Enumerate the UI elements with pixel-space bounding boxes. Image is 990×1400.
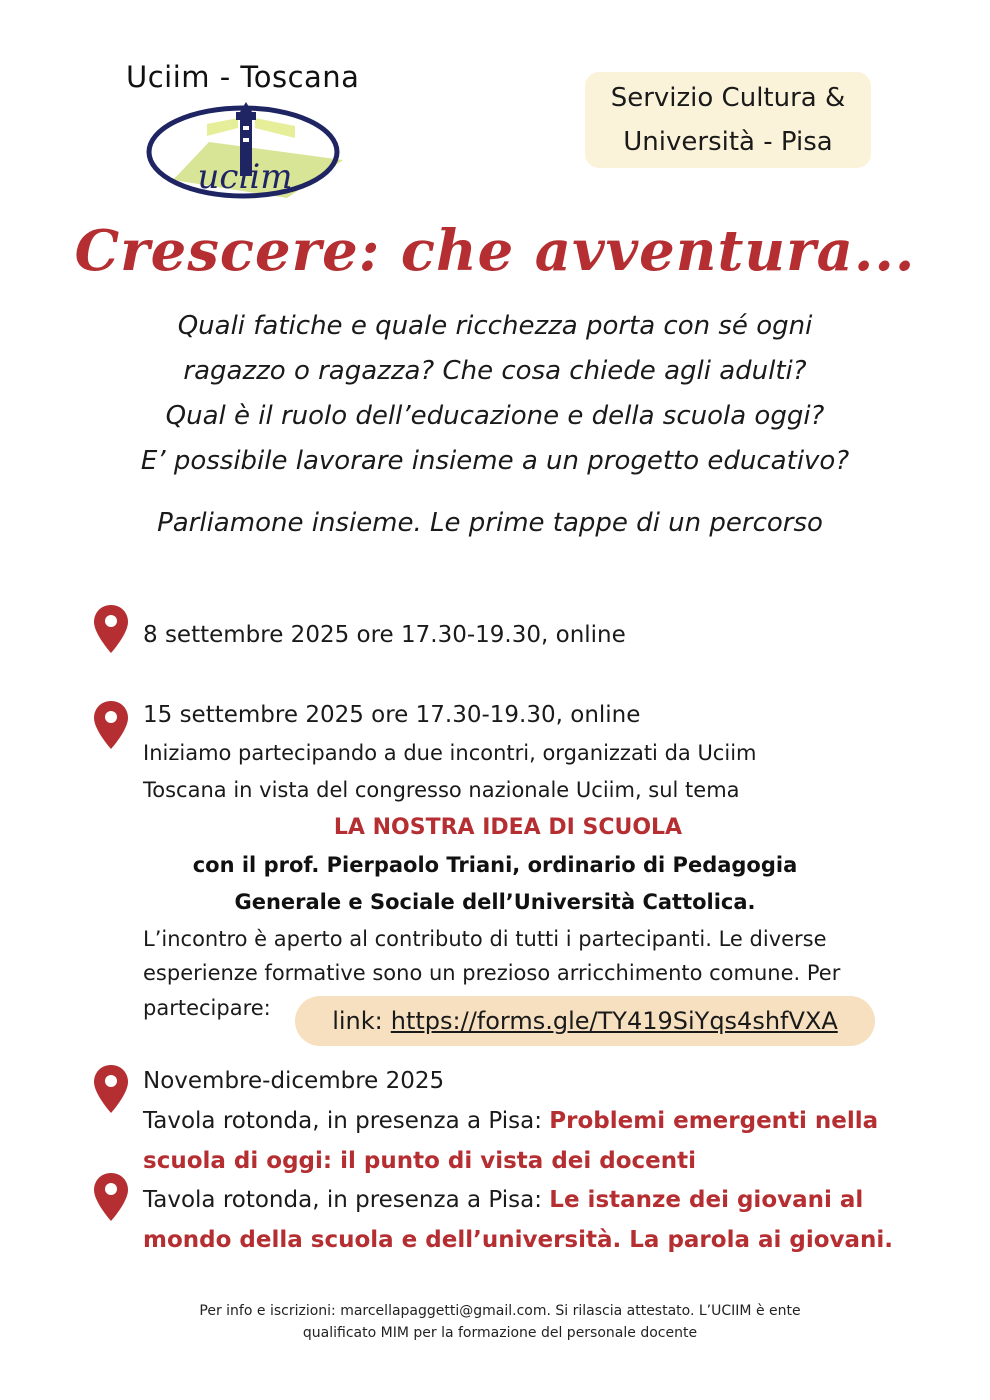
footer-line: Per info e iscrizioni: marcellapaggetti@gmail.com. Si rilascia attestato. L’UCIIM è ente	[199, 1303, 801, 1319]
event-1-date: 8 settembre 2025 ore 17.30-19.30, online	[143, 622, 626, 648]
round-table-2-title-cont: mondo della scuola e dell’università. La parola ai giovani.	[143, 1227, 894, 1253]
event-3-date: Novembre-dicembre 2025	[143, 1068, 445, 1094]
location-pin-icon	[93, 700, 129, 750]
event-2-theme: LA NOSTRA IDEA DI SCUOLA	[333, 815, 683, 840]
link-label: link:	[332, 1007, 383, 1035]
invite-line: Parliamone insieme. Le prime tappe di un percorso	[157, 508, 823, 538]
event-2-intro-line: Toscana in vista del congresso nazionale Uciim, sul tema	[143, 778, 740, 802]
page-title: Crescere: che avventura...	[74, 218, 916, 284]
round-table-1-line	[143, 1108, 878, 1134]
location-pin-icon	[93, 604, 129, 654]
question-line: E’ possibile lavorare insieme a un progetto educativo?	[140, 446, 850, 476]
round-table-2-title: Le istanze dei giovani al	[549, 1187, 864, 1213]
intro-questions	[0, 304, 990, 484]
round-table-2-line	[143, 1187, 863, 1213]
service-line-1: Servizio Cultura &	[610, 83, 846, 113]
round-table-1-prefix: Tavola rotonda, in presenza a Pisa:	[143, 1108, 550, 1134]
event-2-date: 15 settembre 2025 ore 17.30-19.30, online	[143, 702, 641, 728]
event-2-speaker-line: con il prof. Pierpaolo Triani, ordinario di Pedagogia	[192, 853, 798, 877]
service-box	[585, 72, 871, 168]
question-line: ragazzo o ragazza? Che cosa chiede agli adulti?	[183, 356, 807, 386]
round-table-1-title: Problemi emergenti nella	[549, 1108, 879, 1134]
logo-text: uciim	[197, 157, 293, 197]
location-pin-icon	[93, 1064, 129, 1114]
event-2-open-line: L’incontro è aperto al contributo di tutti i partecipanti. Le diverse	[143, 927, 827, 951]
registration-link-pill[interactable]	[295, 996, 875, 1046]
event-2-open-line: partecipare:	[143, 996, 271, 1020]
service-line-2: Università - Pisa	[623, 127, 833, 157]
registration-link[interactable]: https://forms.gle/TY419SiYqs4shfVXA	[390, 1007, 838, 1035]
round-table-1-title-cont: scuola di oggi: il punto di vista dei docenti	[143, 1148, 697, 1174]
uciim-logo	[145, 100, 345, 204]
footer-line: qualificato MIM per la formazione del personale docente	[302, 1325, 698, 1341]
org-name: Uciim - Toscana	[126, 60, 360, 94]
event-2-open-line: esperienze formative sono un prezioso arricchimento comune. Per	[143, 961, 841, 985]
question-line: Quali fatiche e quale ricchezza porta con sé ogni	[177, 311, 813, 341]
event-2-speaker-line: Generale e Sociale dell’Università Cattolica.	[234, 890, 756, 914]
round-table-2-prefix: Tavola rotonda, in presenza a Pisa:	[143, 1187, 550, 1213]
location-pin-icon	[93, 1172, 129, 1222]
question-line: Qual è il ruolo dell’educazione e della scuola oggi?	[165, 401, 825, 431]
event-2-intro-line: Iniziamo partecipando a due incontri, organizzati da Uciim	[143, 741, 757, 765]
footer-info	[0, 1300, 990, 1344]
